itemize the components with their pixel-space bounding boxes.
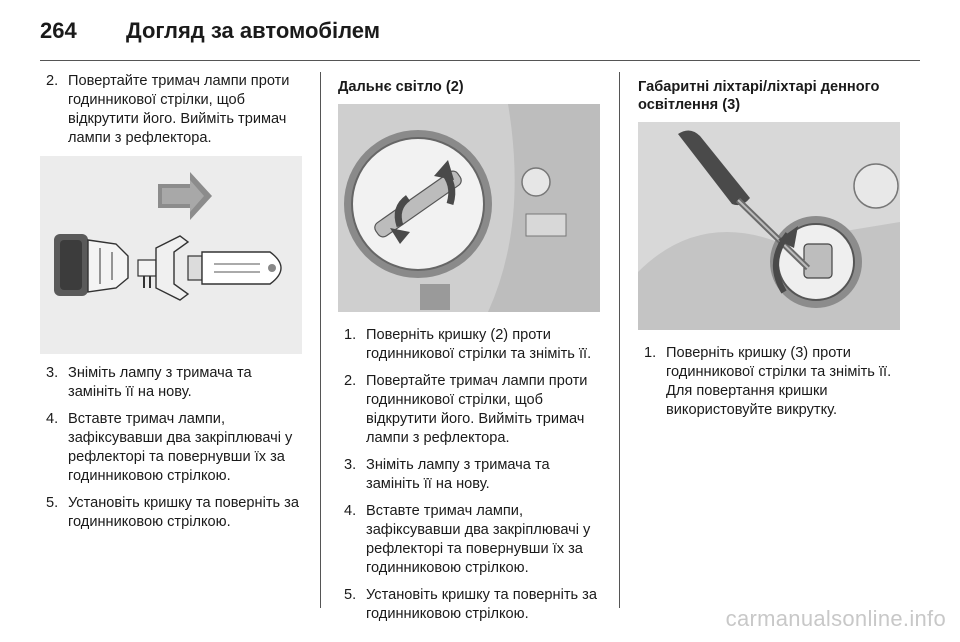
header-divider [40, 60, 920, 61]
step-number: 5. [46, 495, 59, 511]
step-item [40, 72, 302, 148]
column-divider-2 [619, 72, 620, 608]
step-text: Установіть кришку та поверніть за годинниковою стрілкою. [366, 587, 597, 622]
column-divider-1 [320, 72, 321, 608]
step-number: 2. [344, 373, 357, 389]
column-3 [638, 72, 900, 428]
step-item [338, 502, 600, 578]
headlamp-cover [344, 130, 492, 278]
step-item [338, 586, 600, 624]
page-number: 264 [40, 18, 77, 43]
step-number: 3. [46, 365, 59, 381]
step-number: 1. [644, 345, 657, 361]
step-number: 5. [344, 587, 357, 603]
step-list [638, 344, 900, 420]
step-text: Поверніть кришку (2) проти годинникової стрілки та зніміть її. [366, 327, 592, 362]
step-number: 4. [46, 411, 59, 427]
position-light-screwdriver-illustration [638, 122, 900, 330]
step-text: Вставте тримач лампи, зафіксувавши два закріплювачі у рефлекторі та повернувши їх за годинниковою стрілкою. [366, 503, 591, 576]
bulb-socket [770, 216, 862, 308]
section-heading-high-beam: Дальнє світло (2) [338, 79, 464, 95]
step-item [40, 494, 302, 532]
section-heading-position-lights: Габаритні ліхтарі/ліхтарі денного освітлення (3) [638, 79, 880, 113]
step-text: Вставте тримач лампи, зафіксувавши два закріплювачі у рефлекторі та повернувши їх за годинниковою стрілкою. [68, 411, 293, 484]
step-item [638, 344, 900, 420]
step-text: Зніміть лампу з тримача та замініть її на нову. [68, 365, 252, 400]
step-text: Повертайте тримач лампи проти годинникової стрілки, щоб відкрутити його. Вийміть тримач лампи з рефлектора. [366, 373, 588, 446]
step-number: 4. [344, 503, 357, 519]
step-number: 1. [344, 327, 357, 343]
column-2 [338, 72, 600, 632]
watermark: carmanualsonline.info [725, 606, 946, 631]
step-item [338, 326, 600, 364]
step-text: Зніміть лампу з тримача та замініть її на нову. [366, 457, 550, 492]
step-list-bottom [40, 364, 302, 532]
running-title: Догляд за автомобілем [126, 18, 381, 43]
step-list-top [40, 72, 302, 148]
column-1 [40, 72, 302, 540]
step-number: 2. [46, 73, 59, 89]
step-item [338, 456, 600, 494]
step-item [338, 372, 600, 448]
step-item [40, 364, 302, 402]
bulb-holder-illustration [40, 156, 302, 354]
high-beam-cover-illustration [338, 104, 600, 312]
step-number: 3. [344, 457, 357, 473]
step-item [40, 410, 302, 486]
page-header [40, 18, 920, 58]
step-text: Поверніть кришку (3) проти годинникової стрілки та зніміть її. Для повертання кришки використовуйте викрутку. [666, 345, 892, 418]
step-text: Установіть кришку та поверніть за годинниковою стрілкою. [68, 495, 299, 530]
step-list [338, 326, 600, 624]
step-text: Повертайте тримач лампи проти годинникової стрілки, щоб відкрутити його. Вийміть тримач лампи з рефлектора. [68, 73, 290, 146]
